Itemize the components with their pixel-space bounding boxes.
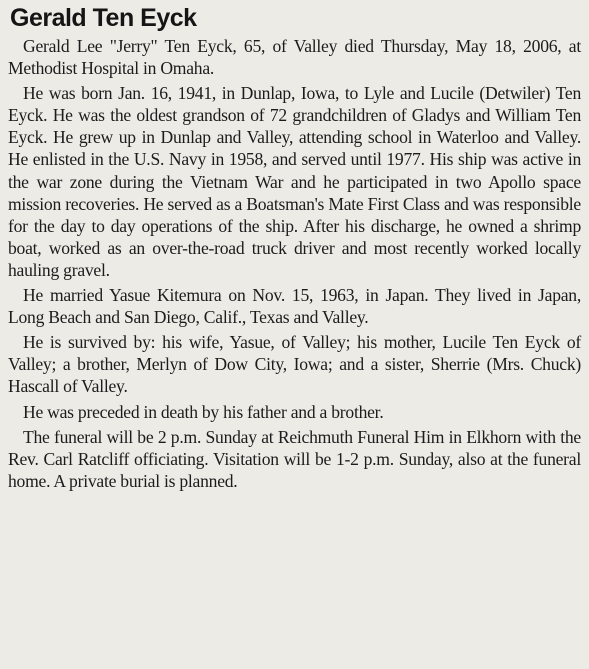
obituary-headline: Gerald Ten Eyck — [10, 4, 197, 32]
preceded-in-death-paragraph: He was preceded in death by his father and a brother. — [23, 401, 384, 422]
survivors-paragraph: He is survived by: his wife, Yasue, of Valley; his mother, Lucile Ten Eyck of Valley; a brother, Merlyn of Dow City, Iowa; and a sister, Sherrie (Mrs. Chuck) Hascall of Valley. — [8, 332, 581, 397]
funeral-details-paragraph: The funeral will be 2 p.m. Sunday at Reichmuth Funeral Him in Elkhorn with the Rev. Carl Ratcliff officiating. Visitation will be 1-2 p.m. Sunday, also at the funeral home. A private burial is planned. — [8, 426, 581, 491]
marriage-paragraph: He married Yasue Kitemura on Nov. 15, 1963, in Japan. They lived in Japan, Long Beach and San Diego, Calif., Texas and Valley. — [8, 285, 581, 328]
biography-paragraph: He was born Jan. 16, 1941, in Dunlap, Iowa, to Lyle and Lucile (Detwiler) Ten Eyck. He was the oldest grandson of 72 grandchildren of Gladys and William Ten Eyck. He grew up in Dunlap and Valley, attending school in Waterloo and Valley. He enlisted in the U.S. Navy in 1958, and served until 1977. His ship was active in the war zone during the Vietnam War and he participated in two Apollo space mission recoveries. He served as a Boatsman's Mate First Class and was responsible for the day to day operations of the ship. After his discharge, he owned a shrimp boat, worked as an over-the-road truck driver and most recently worked locally hauling gravel. — [8, 83, 581, 280]
death-notice-paragraph: Gerald Lee "Jerry" Ten Eyck, 65, of Valley died Thursday, May 18, 2006, at Methodist Hospital in Omaha. — [8, 36, 581, 79]
